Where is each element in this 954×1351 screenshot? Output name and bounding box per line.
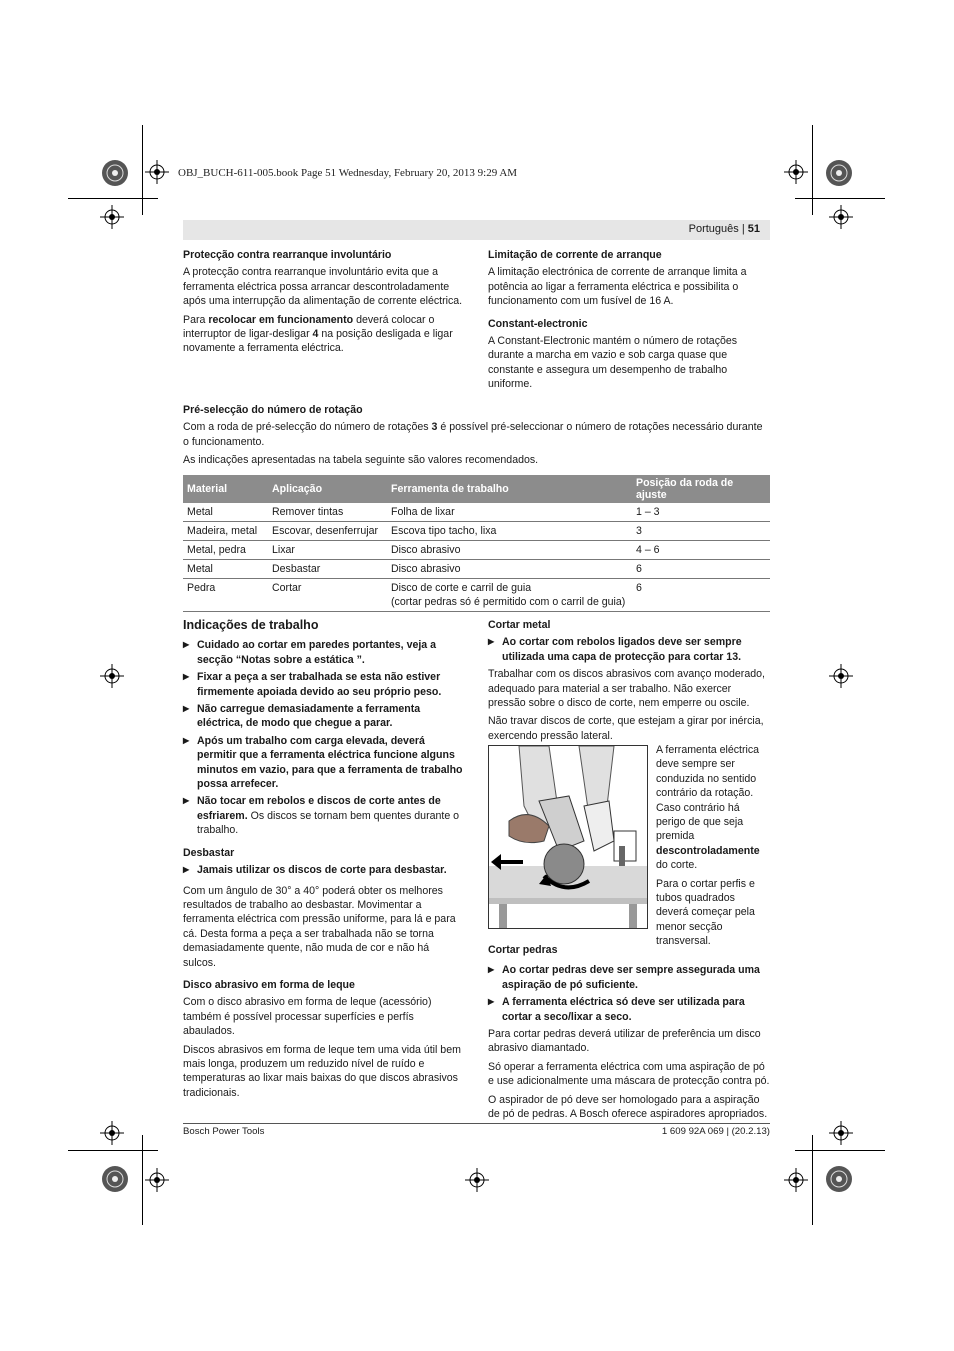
- crop-mark: [68, 1150, 158, 1151]
- section-heading: Cortar pedras: [488, 944, 558, 956]
- warning-bullet: [183, 794, 465, 837]
- paragraph: Trabalhar com os discos abrasivos com avanço moderado, adequado para material a ser trabalho. Não exercer pressão sobre o disco de corte, nem emperre ou oscile.: [488, 668, 765, 710]
- header-language-page: [689, 223, 760, 235]
- table-cell: 6: [632, 579, 770, 612]
- text: do corte.: [656, 859, 698, 872]
- table-cell: Cortar: [268, 579, 387, 612]
- crop-mark: [812, 1135, 813, 1225]
- paragraph: Com o disco abrasivo em forma de leque (acessório) também é possível processar superfícies e perfís abaulados.: [183, 996, 432, 1038]
- cell-note: (cortar pedras só é permitido com o carril de guia): [391, 596, 626, 608]
- paragraph: Só operar a ferramenta eléctrica com uma aspiração de pó e use adicionalmente uma máscara de protecção contra pó.: [488, 1060, 770, 1088]
- warning-bullet: ▶ Após um trabalho com carga elevada, deverá permitir que a ferramenta eléctrica funcione alguns minutos em vazio, para que a ferramenta de trabalho possa arrefecer.: [183, 734, 465, 792]
- registration-crosshair: [100, 664, 124, 688]
- section-heading: Protecção contra rearranque involuntário: [183, 249, 392, 261]
- file-info: OBJ_BUCH-611-005.book Page 51 Wednesday, February 20, 2013 9:29 AM: [178, 167, 518, 179]
- registration-crosshair: [829, 205, 853, 229]
- table-row: [183, 541, 770, 560]
- table-cell: 3: [632, 522, 770, 541]
- registration-crosshair: [100, 1121, 124, 1145]
- warning-bullet: ▶ Não carregue demasiadamente a ferramenta eléctrica, de modo que chegue a parar.: [183, 702, 465, 731]
- warning-bullet: ▶ Ao cortar com rebolos ligados deve ser sempre utilizada uma capa de protecção para cortar 13.: [488, 635, 770, 664]
- header-language: Português: [688, 223, 739, 235]
- table-cell: [387, 579, 632, 612]
- registration-crosshair: [829, 664, 853, 688]
- cutting-direction-figure: [488, 745, 648, 929]
- warning-bullet: ▶ Jamais utilizar os discos de corte para desbastar.: [183, 863, 465, 877]
- table-cell: Madeira, metal: [183, 522, 268, 541]
- text: é possível pré-seleccionar o número de rotações necessário durante o funcionamento.: [183, 421, 763, 448]
- paragraph: As indicações apresentadas na tabela seguinte são valores recomendados.: [183, 454, 539, 467]
- table-cell: Escovar, desenferrujar: [268, 522, 387, 541]
- footer-brand: Bosch Power Tools: [183, 1126, 265, 1137]
- text: Para: [183, 313, 209, 326]
- table-header-cell: Material: [183, 475, 268, 503]
- cell-text: Disco de corte e carril de guia: [391, 582, 532, 594]
- crop-mark: [795, 1150, 885, 1151]
- bold-text: 4: [312, 328, 319, 341]
- bold-text: recolocar em funcionamento: [208, 313, 354, 326]
- registration-crosshair: [100, 205, 124, 229]
- table-cell: 1 – 3: [632, 503, 770, 522]
- crop-mark: [68, 198, 158, 199]
- paragraph: [183, 420, 770, 449]
- table-cell: Metal: [183, 503, 268, 522]
- paragraph: A Constant-Electronic mantém o número de rotações durante a marcha em vazio e sob carga quase que constante e assegura um desempenho de trabalho uniforme.: [488, 335, 738, 391]
- bold-text: Não tocar em rebolos e discos de corte antes de esfriarem.: [197, 795, 441, 822]
- warning-bullet: ▶ Cuidado ao cortar em paredes portantes, veja a secção “Notas sobre a estática ”.: [183, 638, 465, 667]
- table-row: [183, 579, 770, 612]
- section-heading: Cortar metal: [488, 619, 551, 631]
- page-number: 51: [747, 223, 760, 235]
- angle-grinder-illustration: [489, 746, 647, 928]
- table-row: [183, 560, 770, 579]
- table-cell: Desbastar: [268, 560, 387, 579]
- table-row: [183, 503, 770, 522]
- registration-crosshair: [784, 160, 808, 184]
- color-registration-target: [824, 158, 854, 188]
- text: Os discos se tornam bem quentes durante o trabalho.: [197, 809, 460, 837]
- table-cell: 6: [632, 560, 770, 579]
- paragraph: Discos abrasivos em forma de leque tem uma vida útil bem mais longa, produzem um reduzido nível de ruído e temperaturas ao lixar mais baixas do que discos abrasivos tradicionais.: [183, 1043, 461, 1099]
- table-header-row: [183, 475, 770, 503]
- table-cell: Pedra: [183, 579, 268, 612]
- paragraph: A protecção contra rearranque involuntário evita que a ferramenta eléctrica possa arrancar descontroladamente após uma interrupção da alimentação de corrente eléctrica.: [183, 266, 463, 308]
- text: Com a roda de pré-selecção do número de rotações: [183, 421, 432, 434]
- registration-crosshair: [829, 1121, 853, 1145]
- paragraph: [656, 743, 770, 873]
- paragraph: [183, 313, 465, 356]
- paragraph: O aspirador de pó deve ser homologado para a aspiração de pó de pedras. A Bosch oferece aspiradores apropriados.: [488, 1093, 768, 1121]
- registration-crosshair: [145, 160, 169, 184]
- color-registration-target: [824, 1164, 854, 1194]
- right-column-top: [488, 248, 770, 396]
- stone-section: [488, 943, 770, 1125]
- text: deverá colocar o interruptor de ligar-desligar: [183, 313, 435, 341]
- footer-divider: [183, 1123, 770, 1124]
- left-column-bottom: [183, 618, 465, 1104]
- color-registration-target: [100, 1164, 130, 1194]
- crop-mark: [795, 198, 885, 199]
- crop-mark: [812, 125, 813, 215]
- left-column-top: [183, 248, 465, 360]
- table-cell: Metal, pedra: [183, 541, 268, 560]
- page-header: [183, 220, 770, 240]
- paragraph: Não travar discos de corte, que estejam a girar por inércia, exercendo pressão lateral.: [488, 715, 764, 742]
- paragraph: Para cortar pedras deverá utilizar de preferência um disco abrasivo diamantado.: [488, 1028, 761, 1055]
- table-cell: Lixar: [268, 541, 387, 560]
- bold-text: 3: [431, 421, 438, 434]
- section-heading: Desbastar: [183, 846, 235, 859]
- warning-bullet: ▶ Ao cortar pedras deve ser sempre assegurada uma aspiração de pó suficiente.: [488, 963, 770, 992]
- speed-table: [183, 475, 770, 612]
- color-registration-target: [100, 158, 130, 188]
- table-cell: Disco abrasivo: [387, 560, 632, 579]
- crop-mark: [142, 125, 143, 215]
- table-cell: Remover tintas: [268, 503, 387, 522]
- section-heading: Disco abrasivo em forma de leque: [183, 978, 355, 991]
- registration-crosshair: [145, 1168, 169, 1192]
- header-separator: |: [741, 223, 745, 235]
- section-heading: Limitação de corrente de arranque: [488, 249, 662, 261]
- table-cell: Folha de lixar: [387, 503, 632, 522]
- preselection-section: [183, 403, 770, 472]
- table-header-cell: Posição da roda de ajuste: [632, 475, 770, 503]
- crop-mark: [142, 1135, 143, 1225]
- footer-doc-number: 1 609 92A 069 | (20.2.13): [661, 1126, 770, 1137]
- text: A ferramenta eléctrica deve sempre ser conduzida no sentido contrário da rotação. Caso contrário há perigo de que seja premida: [656, 744, 760, 843]
- registration-crosshair: [465, 1168, 489, 1192]
- table-cell: Disco abrasivo: [387, 541, 632, 560]
- text: na posição desligada e ligar novamente a ferramenta eléctrica.: [183, 328, 453, 355]
- paragraph: Com um ângulo de 30° a 40° poderá obter os melhores resultados de trabalho ao desbastar. Movimentar a ferramenta eléctrica com pressão uniforme, para lá e para cá. Desta forma a peça a ser trabalhada não se torna demasiadamente quente, não muda de cor e não há sulcos.: [183, 884, 456, 969]
- table-cell: 4 – 6: [632, 541, 770, 560]
- table-header-cell: Aplicação: [268, 475, 387, 503]
- section-heading: Constant-electronic: [488, 317, 588, 330]
- figure-caption-text: [656, 743, 770, 949]
- paragraph: A limitação electrónica de corrente de arranque limita a potência ao ligar a ferramenta eléctrica e possibilita o funcionamento com um fusível de 16 A.: [488, 266, 747, 308]
- right-column-bottom: [488, 618, 770, 747]
- bold-text: descontroladamente: [656, 844, 760, 857]
- table-cell: Escova tipo tacho, lixa: [387, 522, 632, 541]
- warning-bullet: ▶ Fixar a peça a ser trabalhada se esta não estiver firmemente apoiada devido ao seu próprio peso.: [183, 670, 465, 699]
- section-title: Indicações de trabalho: [183, 618, 319, 632]
- table-cell: Metal: [183, 560, 268, 579]
- section-heading: Pré-selecção do número de rotação: [183, 404, 363, 416]
- table-header-cell: Ferramenta de trabalho: [387, 475, 632, 503]
- warning-bullet: ▶ A ferramenta eléctrica só deve ser utilizada para cortar a seco/lixar a seco.: [488, 995, 770, 1024]
- paragraph: Para o cortar perfis e tubos quadrados deverá começar pela menor secção transversal.: [656, 877, 755, 948]
- table-row: [183, 522, 770, 541]
- registration-crosshair: [784, 1168, 808, 1192]
